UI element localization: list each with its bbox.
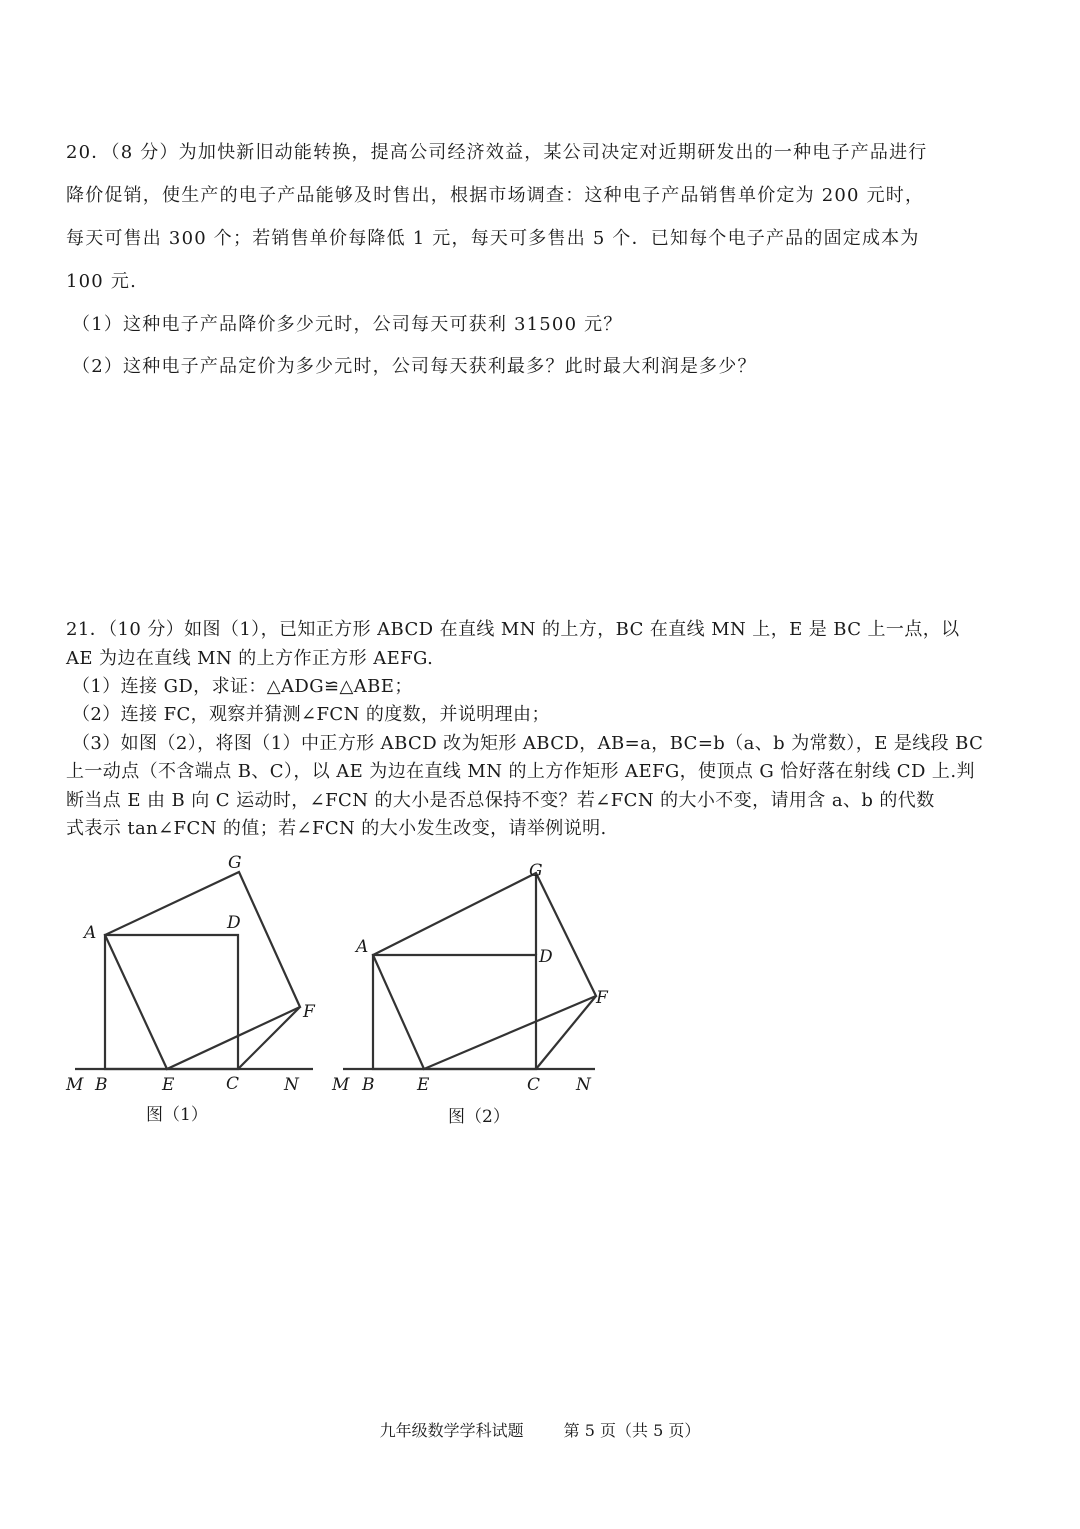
label-b: B (362, 1075, 375, 1095)
figure-2 (328, 848, 618, 1128)
figure-2-diagram (328, 848, 618, 1128)
figure-1 (60, 848, 330, 1128)
label-e: E (417, 1075, 430, 1095)
page-footer (0, 1418, 1080, 1441)
label-d: D (539, 947, 553, 967)
label-f: F (596, 988, 608, 1008)
figure-2-caption: 图（2） (448, 1107, 510, 1127)
label-f: F (303, 1002, 315, 1022)
q21-part-1: （1）连接 GD，求证：△ADG≌△ABE； (72, 676, 413, 697)
label-m: M (332, 1075, 350, 1095)
rectangle-aefg (373, 873, 596, 1069)
q20-line-3: 每天可售出 300 个；若销售单价每降低 1 元，每天可多售出 5 个．已知每个电子产品的固定成本为 (66, 228, 920, 249)
label-n: N (576, 1075, 591, 1095)
label-b: B (95, 1075, 108, 1095)
label-a: A (84, 923, 97, 943)
label-m: M (66, 1075, 84, 1095)
footer-subject: 九年级数学学科试题 (379, 1421, 524, 1440)
segment-fc (238, 1007, 300, 1069)
q20-line-4: 100 元. (66, 271, 137, 292)
segment-fc (536, 996, 596, 1069)
q21-part-3-line-4: 式表示 tan∠FCN 的值；若∠FCN 的大小发生改变，请举例说明. (66, 818, 607, 839)
footer-page-number: 第 5 页（共 5 页） (563, 1421, 701, 1440)
q20-part-1: （1）这种电子产品降价多少元时，公司每天可获利 31500 元？ (72, 314, 623, 335)
label-c: C (226, 1074, 240, 1094)
q21-line-1: 21．（10 分）如图（1），已知正方形 ABCD 在直线 MN 的上方，BC 在直线 MN 上，E 是 BC 上一点，以 (66, 619, 960, 640)
label-a: A (356, 937, 369, 957)
q20-line-2: 降价促销，使生产的电子产品能够及时售出，根据市场调查：这种电子产品销售单价定为 200 元时， (66, 185, 925, 206)
label-n: N (284, 1075, 299, 1095)
q21-part-2: （2）连接 FC，观察并猜测∠FCN 的度数，并说明理由； (72, 704, 550, 725)
q21-part-3-line-3: 断当点 E 由 B 向 C 运动时，∠FCN 的大小是否总保持不变？若∠FCN 的大小不变，请用含 a、b 的代数 (66, 790, 935, 811)
label-g: G (228, 853, 242, 873)
figure-1-caption: 图（1） (146, 1105, 208, 1125)
label-d: D (227, 913, 241, 933)
q20-line-1: 20．（8 分）为加快新旧动能转换，提高公司经济效益，某公司决定对近期研发出的一种电子产品进行 (66, 142, 928, 163)
square-abcd (105, 935, 238, 1069)
q21-part-3: （3）如图（2），将图（1）中正方形 ABCD 改为矩形 ABCD，AB=a，BC=b（a、b 为常数），E 是线段 BC (72, 733, 984, 754)
square-aefg (105, 872, 300, 1069)
q21-part-3-line-2: 上一动点（不含端点 B、C），以 AE 为边在直线 MN 的上方作矩形 AEFG，使顶点 G 恰好落在射线 CD 上.判 (66, 761, 975, 782)
figure-1-diagram (60, 848, 330, 1128)
q20-part-2: （2）这种电子产品定价为多少元时，公司每天获利最多？此时最大利润是多少？ (72, 356, 757, 377)
label-c: C (527, 1075, 541, 1095)
label-g: G (529, 861, 543, 881)
label-e: E (162, 1075, 175, 1095)
q21-line-2: AE 为边在直线 MN 的上方作正方形 AEFG. (66, 648, 434, 669)
